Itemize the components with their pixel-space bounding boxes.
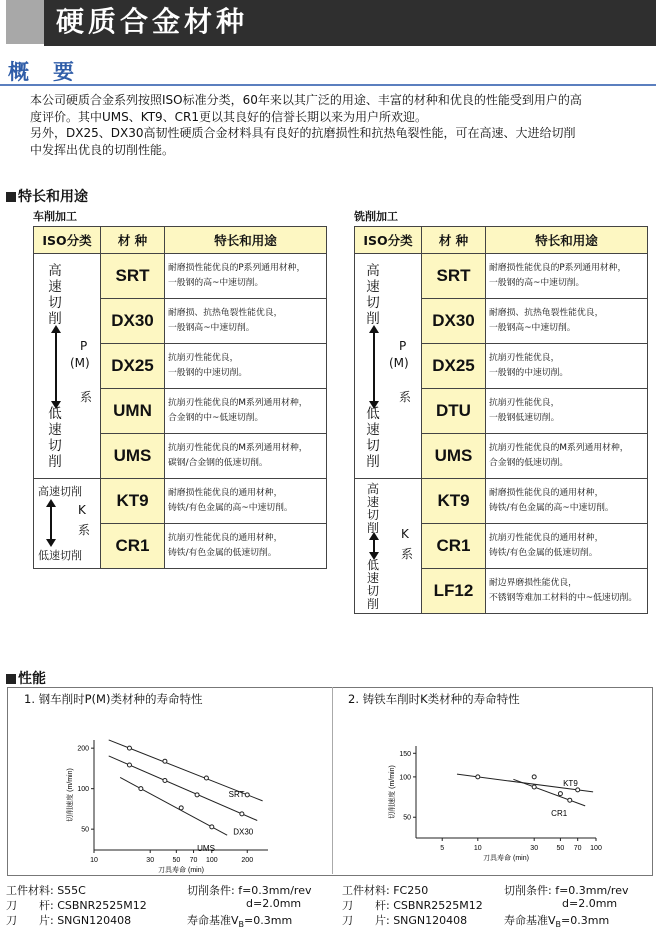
double-arrow-icon — [55, 332, 57, 402]
series-label-cr1: CR1 — [551, 808, 568, 818]
chart1-life-criterion — [187, 912, 292, 929]
performance-section-title — [6, 668, 46, 688]
low-speed-label — [47, 406, 63, 470]
data-point-ums — [210, 825, 214, 829]
grade-dx25: DX25 — [422, 344, 486, 389]
grade-cr1: CR1 — [422, 524, 486, 569]
feature-line: 抗崩刃性能优良的M系列通用材种， — [489, 443, 629, 453]
feature-line: 铸铁/有色金属的高~中速切削。 — [168, 503, 293, 513]
vertical-char: 切 — [366, 508, 379, 522]
chart2-material: 工件材料: FC250 — [342, 884, 429, 897]
data-point-dx30 — [163, 778, 167, 782]
feature-line: 合金钢的中~低速切削。 — [168, 413, 264, 423]
grade-dx30: DX30 — [101, 299, 165, 344]
feature-cr1 — [486, 524, 648, 569]
k-series-suffix: 系 — [78, 523, 91, 537]
feature-line: 一般钢高~中速切削。 — [168, 323, 255, 333]
data-point-dx30 — [240, 812, 244, 816]
chart1-plot — [60, 732, 280, 874]
feature-cr1 — [165, 524, 327, 569]
k-low-speed-label: 低速切削 — [38, 549, 82, 562]
low-speed-label — [365, 406, 381, 470]
header-iso: ISO分类 — [355, 227, 422, 254]
feature-dx30 — [486, 299, 648, 344]
data-point-srt — [127, 746, 131, 750]
grade-dx25: DX25 — [101, 344, 165, 389]
vertical-char: 速 — [48, 279, 62, 295]
feature-lf12 — [486, 569, 648, 614]
data-point-kt9 — [476, 775, 480, 779]
vertical-char: 削 — [366, 454, 380, 470]
data-point-srt — [163, 759, 167, 763]
overview-line: 度评价。其中UMS、KT9、CR1更以其良好的信誉长期以来为用户所欢迎。 — [30, 109, 428, 124]
x-tick-label: 10 — [473, 845, 482, 852]
milling-title: 铣削加工 — [354, 210, 398, 223]
iso-p-group — [34, 254, 101, 479]
grade-kt9: KT9 — [101, 479, 165, 524]
feature-line: 铸铁/有色金属的低速切削。 — [168, 548, 277, 558]
k-series-label: K — [401, 527, 409, 541]
vertical-char: 切 — [48, 295, 62, 311]
data-point-kt9 — [576, 788, 580, 792]
feature-line: 一般钢低速切削。 — [489, 413, 560, 423]
feature-dx25 — [165, 344, 327, 389]
life-label: 寿命基准V — [187, 914, 239, 927]
iso-k-group — [355, 479, 422, 614]
iso-p-group — [355, 254, 422, 479]
chart1-material: 工件材料: S55C — [6, 884, 86, 897]
p-series-label: P — [399, 339, 407, 353]
feature-line: 合金钢的低速切削。 — [489, 458, 569, 468]
header-grade: 材 种 — [101, 227, 165, 254]
feature-umn — [165, 389, 327, 434]
double-arrow-icon — [373, 539, 375, 553]
chart2-insert: 刀 片: SNGN120408 — [342, 914, 468, 927]
turning-title: 车削加工 — [33, 210, 77, 223]
x-tick-label: 50 — [172, 857, 181, 864]
data-point-ums — [179, 806, 183, 810]
data-point-cr1 — [568, 798, 572, 802]
y-tick-label: 50 — [403, 814, 411, 822]
vertical-char: 切 — [366, 438, 380, 454]
x-tick-label: 70 — [573, 845, 582, 852]
x-tick-label: 50 — [556, 845, 565, 852]
vertical-char: 切 — [48, 438, 62, 454]
page-title: 硬质合金材种 — [56, 5, 249, 38]
header-iso: ISO分类 — [34, 227, 101, 254]
feature-line: 抗崩刃性能优良的M系列通用材种， — [168, 443, 308, 453]
data-point-dx30 — [127, 763, 131, 767]
feature-line: 抗崩刃性能优良， — [168, 353, 239, 363]
grade-umn: UMN — [101, 389, 165, 434]
feature-line: 一般钢的中速切削。 — [168, 368, 248, 378]
grade-dtu: DTU — [422, 389, 486, 434]
vertical-char: 高 — [366, 482, 379, 496]
x-axis-label: 刀具寿命 (min) — [483, 855, 529, 862]
turning-table — [33, 226, 327, 569]
feature-line: 抗崩刃性能优良的通用材种， — [489, 533, 604, 543]
feature-line: 一般钢的高~中速切削。 — [489, 278, 585, 288]
feature-line: 一般钢高~中速切削。 — [489, 323, 576, 333]
high-speed-label — [47, 263, 63, 327]
x-tick-label: 70 — [189, 857, 198, 864]
feature-ums — [165, 434, 327, 479]
vertical-char: 速 — [48, 422, 62, 438]
vertical-char: 低 — [48, 406, 62, 422]
grade-kt9: KT9 — [422, 479, 486, 524]
vertical-char: 速 — [366, 495, 379, 509]
feature-line: 抗崩刃性能优良的通用材种， — [168, 533, 283, 543]
life-sub: B — [238, 920, 245, 930]
y-tick-label: 200 — [77, 745, 89, 753]
x-tick-label: 30 — [146, 857, 155, 864]
overview-line: 中发挥出优良的切削性能。 — [30, 142, 175, 157]
chart1-cut-condition: 切削条件: f=0.3mm/rev — [187, 884, 312, 897]
feature-line: 不锈钢等难加工材料的中~低速切削。 — [489, 593, 638, 603]
vertical-char: 削 — [48, 311, 62, 327]
chart2-cut-condition: 切削条件: f=0.3mm/rev — [504, 884, 629, 897]
square-bullet-icon — [6, 192, 16, 202]
feature-line: 铸铁/有色金属的低速切削。 — [489, 548, 598, 558]
vertical-char: 削 — [48, 454, 62, 470]
vertical-char: 切 — [366, 584, 379, 598]
feature-line: 一般钢的中速切削。 — [489, 368, 569, 378]
k-series-suffix: 系 — [401, 547, 414, 561]
feature-line: 耐磨损性能优良的P系列通用材种， — [168, 263, 306, 273]
data-point-srt — [204, 776, 208, 780]
chart1-depth: d=2.0mm — [246, 897, 302, 910]
x-tick-label: 200 — [241, 857, 254, 864]
chart2-holder: 刀 杆: CSBNR2525M12 — [342, 899, 483, 912]
header-feature: 特长和用途 — [486, 227, 648, 254]
x-tick-label: 100 — [205, 857, 218, 864]
life-value: =0.3mm — [561, 914, 610, 927]
data-point-ums — [139, 787, 143, 791]
iso-k-group — [34, 479, 101, 569]
feature-ums — [486, 434, 648, 479]
overview-rule — [0, 84, 656, 86]
features-section-title — [6, 186, 88, 206]
series-suffix-label: 系 — [80, 390, 93, 404]
title-bar-underline — [44, 44, 656, 46]
double-arrow-icon — [50, 506, 52, 540]
m-series-label: (M) — [389, 356, 409, 370]
life-label: 寿命基准V — [504, 914, 556, 927]
milling-table — [354, 226, 648, 614]
chart2-title: 2. 铸铁车削时K类材种的寿命特性 — [348, 692, 520, 706]
vertical-char: 削 — [366, 521, 379, 535]
k-low-speed-label — [365, 559, 381, 611]
header-grade: 材 种 — [422, 227, 486, 254]
y-tick-label: 50 — [81, 826, 89, 834]
performance-divider — [332, 687, 333, 874]
feature-dtu — [486, 389, 648, 434]
vertical-char: 切 — [366, 295, 380, 311]
vertical-char: 削 — [366, 597, 379, 611]
vertical-char: 低 — [366, 558, 379, 572]
y-tick-label: 100 — [399, 774, 411, 782]
vertical-char: 高 — [366, 263, 380, 279]
feature-srt — [486, 254, 648, 299]
y-axis-label: 切削速度 (m/min) — [389, 765, 396, 819]
double-arrow-icon — [373, 332, 375, 402]
series-suffix-label: 系 — [399, 390, 412, 404]
feature-line: 抗崩刃性能优良的M系列通用材种， — [168, 398, 308, 408]
vertical-char: 速 — [366, 279, 380, 295]
grade-srt: SRT — [101, 254, 165, 299]
x-tick-label: 100 — [590, 845, 602, 852]
vertical-char: 速 — [366, 571, 379, 585]
overview-line: 另外，DX25、DX30高韧性硬质合金材料具有良好的抗磨损性和抗热龟裂性能，可在高速、大进给切削 — [30, 126, 576, 140]
overview-heading: 概要 — [8, 60, 98, 84]
y-axis-label: 切削速度 (m/min) — [67, 768, 74, 822]
feature-line: 耐磨损性能优良的通用材种， — [168, 488, 283, 498]
feature-line: 耐磨损性能优良的通用材种， — [489, 488, 604, 498]
data-point-dx30 — [195, 793, 199, 797]
feature-line: 一般钢的高~中速切削。 — [168, 278, 264, 288]
feature-line: 耐边界磨损性能优良， — [489, 578, 577, 588]
feature-dx30 — [165, 299, 327, 344]
data-point-cr1 — [532, 785, 536, 789]
vertical-char: 削 — [366, 311, 380, 327]
feature-line: 耐磨损、抗热龟裂性能优良， — [168, 308, 283, 318]
vertical-char: 速 — [366, 422, 380, 438]
p-series-label: P — [80, 339, 88, 353]
grade-srt: SRT — [422, 254, 486, 299]
feature-line: 碳钢/合金钢的低速切削。 — [168, 458, 268, 468]
grade-ums: UMS — [101, 434, 165, 479]
series-label-dx30: DX30 — [233, 827, 254, 837]
grade-lf12: LF12 — [422, 569, 486, 614]
feature-line: 抗崩刃性能优良， — [489, 353, 560, 363]
high-speed-label — [365, 263, 381, 327]
x-tick-label: 30 — [530, 845, 539, 852]
feature-kt9 — [165, 479, 327, 524]
life-sub: B — [555, 920, 562, 930]
k-high-speed-label — [365, 483, 381, 535]
overview-paragraph-1 — [30, 92, 640, 125]
header-feature: 特长和用途 — [165, 227, 327, 254]
grade-ums: UMS — [422, 434, 486, 479]
vertical-char: 低 — [366, 406, 380, 422]
data-point-cr1 — [558, 792, 562, 796]
overview-line: 本公司硬质合金系列按照ISO标准分类，60年来以其广泛的用途、丰富的材种和优良的性能受到用户的高 — [30, 93, 582, 107]
series-label-kt9: KT9 — [563, 778, 578, 788]
chart1-insert: 刀 片: SNGN120408 — [6, 914, 132, 927]
chart1-title: 1. 钢车削时P(M)类材种的寿命特性 — [24, 692, 203, 706]
m-series-label: (M) — [70, 356, 90, 370]
features-section-label: 特长和用途 — [18, 189, 88, 205]
data-point-kt9 — [532, 775, 536, 779]
x-tick-label: 5 — [440, 845, 445, 852]
series-label-ums: UMS — [197, 844, 215, 854]
series-label-srt: SRT — [228, 789, 245, 799]
feature-kt9 — [486, 479, 648, 524]
x-axis-label: 刀具寿命 (min) — [158, 867, 204, 874]
x-tick-label: 10 — [90, 857, 98, 864]
feature-line: 铸铁/有色金属的高~中速切削。 — [489, 503, 614, 513]
feature-line: 耐磨损、抗热龟裂性能优良， — [489, 308, 604, 318]
k-high-speed-label: 高速切削 — [38, 485, 82, 498]
chart2-depth: d=2.0mm — [562, 897, 618, 910]
overview-paragraph-2 — [30, 125, 640, 158]
square-bullet-icon — [6, 674, 16, 684]
y-tick-label: 100 — [77, 786, 89, 794]
chart2-plot — [376, 740, 602, 864]
title-bar-accent — [6, 0, 44, 44]
feature-line: 抗崩刃性能优良， — [489, 398, 560, 408]
performance-section-label: 性能 — [18, 671, 46, 687]
vertical-char: 高 — [48, 263, 62, 279]
feature-dx25 — [486, 344, 648, 389]
feature-line: 耐磨损性能优良的P系列通用材种， — [489, 263, 627, 273]
data-point-srt — [245, 793, 249, 797]
y-tick-label: 150 — [399, 750, 411, 758]
k-series-label: K — [78, 503, 86, 517]
chart1-holder: 刀 杆: CSBNR2525M12 — [6, 899, 147, 912]
grade-dx30: DX30 — [422, 299, 486, 344]
feature-srt — [165, 254, 327, 299]
life-value: =0.3mm — [244, 914, 293, 927]
chart2-life-criterion — [504, 912, 609, 929]
grade-cr1: CR1 — [101, 524, 165, 569]
